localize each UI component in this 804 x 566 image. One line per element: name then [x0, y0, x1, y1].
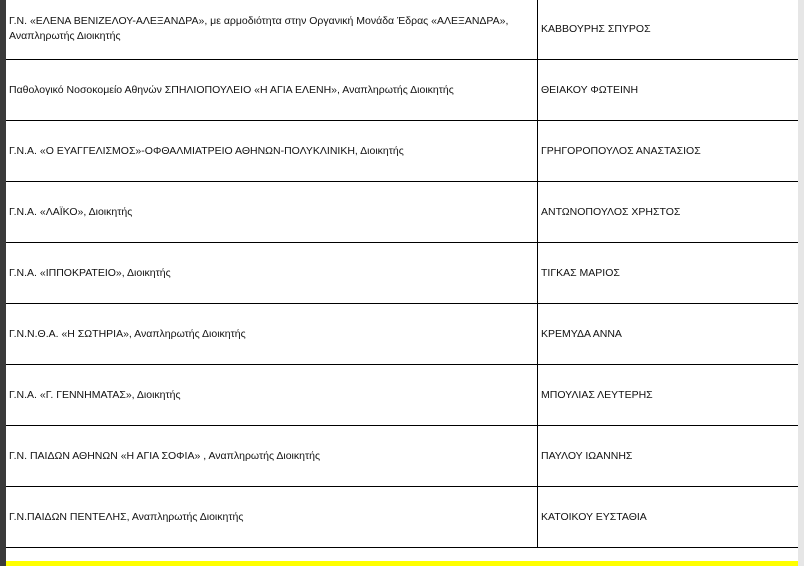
viewer-right-edge [798, 0, 804, 566]
table-row [6, 426, 798, 487]
position-cell: Γ.Ν.Α. «Γ. ΓΕΝΝΗΜΑΤΑΣ», Διοικητής [6, 365, 538, 426]
position-cell: Γ.Ν.Α. «ΙΠΠΟΚΡΑΤΕΙΟ», Διοικητής [6, 243, 538, 304]
position-cell: Γ.Ν.Α. «Ο ΕΥΑΓΓΕΛΙΣΜΟΣ»-ΟΦΘΑΛΜΙΑΤΡΕΙΟ ΑΘΗΝΩΝ-ΠΟΛΥΚΛΙΝΙΚΗ, Διοικητής [6, 121, 538, 182]
position-cell: Παθολογικό Νοσοκομείο Αθηνών ΣΠΗΛΙΟΠΟΥΛΕΙΟ «Η ΑΓΙΑ ΕΛΕΝΗ», Αναπληρωτής Διοικητής [6, 60, 538, 121]
name-cell: ΚΡΕΜΥΔΑ ΑΝΝΑ [538, 304, 799, 365]
table-row [6, 304, 798, 365]
position-cell: Γ.Ν. «ΕΛΕΝΑ ΒΕΝΙΖΕΛΟΥ-ΑΛΕΞΑΝΔΡΑ», με αρμοδιότητα στην Οργανική Μονάδα Έδρας «ΑΛΕΞΑΝΔΡΑ», Αναπληρωτής Διοικητής [6, 0, 538, 60]
table-row [6, 182, 798, 243]
name-cell: ΑΝΤΩΝΟΠΟΥΛΟΣ ΧΡΗΣΤΟΣ [538, 182, 799, 243]
position-cell: Γ.Ν.ΠΑΙΔΩΝ ΠΕΝΤΕΛΗΣ, Αναπληρωτής Διοικητής [6, 487, 538, 548]
document-page [6, 0, 798, 566]
appointments-table [6, 0, 798, 548]
table-row [6, 365, 798, 426]
name-cell: ΘΕΙΑΚΟΥ ΦΩΤΕΙΝΗ [538, 60, 799, 121]
position-cell: Γ.Ν.Α. «ΛΑΪΚΟ», Διοικητής [6, 182, 538, 243]
name-cell: ΜΠΟΥΛΙΑΣ ΛΕΥΤΕΡΗΣ [538, 365, 799, 426]
table-row [6, 121, 798, 182]
table-row [6, 0, 798, 60]
name-cell: ΓΡΗΓΟΡΟΠΟΥΛΟΣ ΑΝΑΣΤΑΣΙΟΣ [538, 121, 799, 182]
name-cell: ΚΑΤΟΙΚΟΥ ΕΥΣΤΑΘΙΑ [538, 487, 799, 548]
table-row [6, 60, 798, 121]
table-row [6, 243, 798, 304]
position-cell: Γ.Ν. ΠΑΙΔΩΝ ΑΘΗΝΩΝ «Η ΑΓΙΑ ΣΟΦΙΑ» , Αναπληρωτής Διοικητής [6, 426, 538, 487]
name-cell: ΚΑΒΒΟΥΡΗΣ ΣΠΥΡΟΣ [538, 0, 799, 60]
name-cell: ΠΑΥΛΟΥ ΙΩΑΝΝΗΣ [538, 426, 799, 487]
highlighted-row-edge [6, 561, 798, 566]
table-row [6, 487, 798, 548]
position-cell: Γ.Ν.Ν.Θ.Α. «Η ΣΩΤΗΡΙΑ», Αναπληρωτής Διοικητής [6, 304, 538, 365]
name-cell: ΤΙΓΚΑΣ ΜΑΡΙΟΣ [538, 243, 799, 304]
